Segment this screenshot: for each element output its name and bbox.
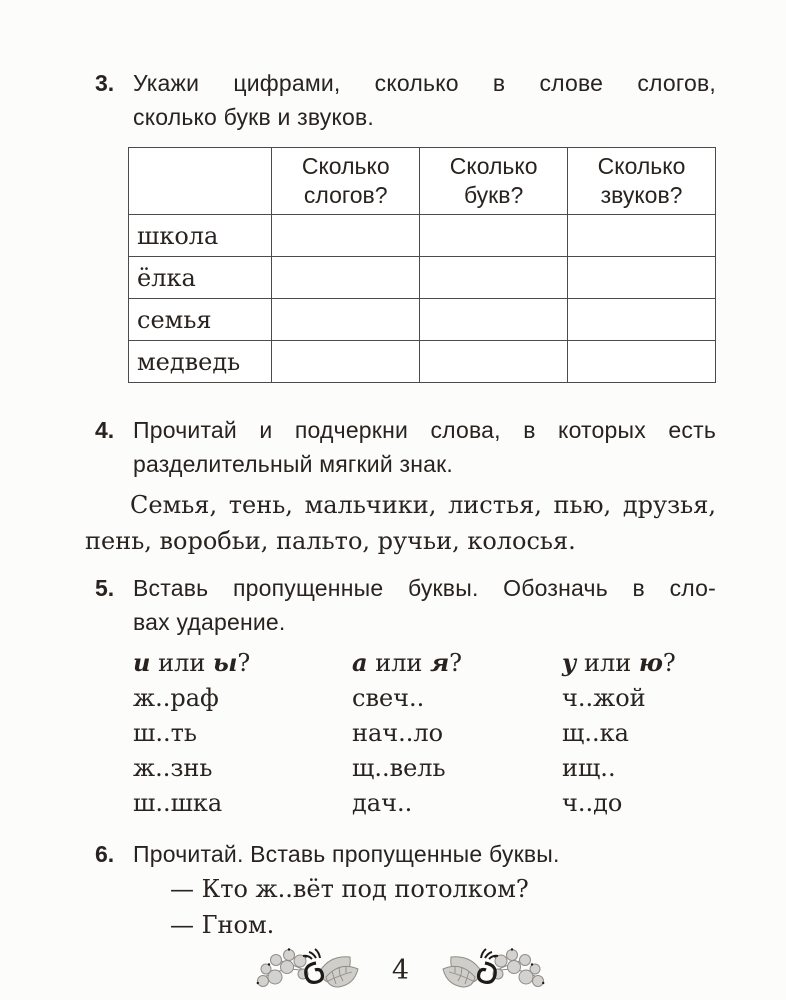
floral-ornament-icon [254, 947, 366, 993]
instruction-line: Прочитай и подчеркни слова, в которых есть [133, 417, 716, 443]
option-letter: ы [212, 648, 238, 677]
exercise-4-instruction [133, 413, 716, 481]
exercise-4-number: 4. [95, 417, 115, 443]
exercise-4 [85, 413, 716, 481]
exercise-5 [85, 571, 716, 639]
exercise-3-instruction [133, 66, 716, 134]
word-item: нач..ло [352, 719, 444, 747]
option-letter: а [352, 648, 368, 677]
table-header-syllables: Сколько слогов? [272, 148, 420, 215]
option-letter: у [562, 648, 577, 677]
table-corner-cell [129, 148, 272, 215]
exercise-6-number: 6. [95, 841, 115, 867]
option-letter: я [430, 648, 450, 677]
answer-cell [568, 215, 716, 257]
exercise-6-instruction [133, 837, 716, 871]
instruction-line: разделительный мягкий знак. [133, 451, 453, 477]
column-header [352, 645, 562, 681]
word-cell: семья [129, 299, 272, 341]
instruction-line: сколько букв и звуков. [133, 104, 374, 130]
conjunction: или [576, 649, 639, 677]
word-item: свеч.. [352, 684, 425, 712]
word-item: ж..знь [133, 754, 213, 782]
word-list-line: пень, воробьи, пальто, ручьи, колосья. [85, 527, 576, 555]
table-row [129, 299, 716, 341]
exercise-5-number: 5. [95, 575, 115, 601]
exercise-5-columns [133, 645, 716, 821]
answer-cell [420, 215, 568, 257]
dialogue-line: — Кто ж..вёт под потолком? [170, 875, 529, 903]
column-header [133, 645, 352, 681]
instruction-line: вах ударение. [133, 609, 286, 635]
letter-column-u-yu [562, 645, 716, 821]
word-cell: ёлка [129, 257, 272, 299]
exercise-3-number: 3. [95, 70, 115, 96]
column-header [562, 645, 716, 681]
word-item: ш..ть [133, 719, 197, 747]
table-row [129, 215, 716, 257]
answer-cell [420, 299, 568, 341]
word-item: ш..шка [133, 789, 223, 817]
instruction-line: Вставь пропущенные буквы. Обозначь в сло- [133, 575, 716, 601]
question-mark: ? [449, 649, 463, 677]
question-mark: ? [662, 649, 676, 677]
word-item: ч..до [562, 789, 623, 817]
instruction-line: Прочитай. Вставь пропущенные буквы. [133, 841, 560, 867]
answer-cell [272, 299, 420, 341]
page-footer [85, 947, 716, 993]
instruction-line: Укажи цифрами, сколько в слове слогов, [133, 70, 716, 96]
answer-cell [420, 257, 568, 299]
exercise-4-word-list [85, 487, 716, 559]
exercise-6 [85, 837, 716, 871]
word-item: ж..раф [133, 684, 219, 712]
word-list-line: Семья, тень, мальчики, листья, пью, друзья, [130, 491, 716, 519]
table-header-sounds: Сколько звуков? [568, 148, 716, 215]
dialogue-line: — Гном. [170, 911, 275, 939]
table-header-letters: Сколько букв? [420, 148, 568, 215]
floral-ornament-icon [435, 947, 547, 993]
word-cell: медведь [129, 341, 272, 383]
word-item: ч..жой [562, 684, 646, 712]
option-letter: и [133, 648, 151, 677]
question-mark: ? [237, 649, 251, 677]
answer-cell [272, 341, 420, 383]
word-item: щ..вель [352, 754, 446, 782]
answer-cell [272, 257, 420, 299]
letter-column-a-ya [352, 645, 562, 821]
syllables-table [128, 147, 716, 383]
conjunction: или [367, 649, 431, 677]
table-row [129, 257, 716, 299]
exercise-3 [85, 66, 716, 134]
answer-cell [420, 341, 568, 383]
word-cell: школа [129, 215, 272, 257]
word-item: дач.. [352, 789, 413, 817]
answer-cell [568, 299, 716, 341]
answer-cell [272, 215, 420, 257]
table-header-row [129, 148, 716, 215]
exercise-5-instruction [133, 571, 716, 639]
answer-cell [568, 341, 716, 383]
page-number: 4 [391, 954, 410, 986]
word-item: ищ.. [562, 754, 616, 782]
table-row [129, 341, 716, 383]
letter-column-i-y [133, 645, 352, 821]
exercise-6-dialogue [170, 871, 716, 943]
answer-cell [568, 257, 716, 299]
option-letter: ю [638, 648, 663, 677]
word-item: щ..ка [562, 719, 629, 747]
conjunction: или [150, 649, 213, 677]
